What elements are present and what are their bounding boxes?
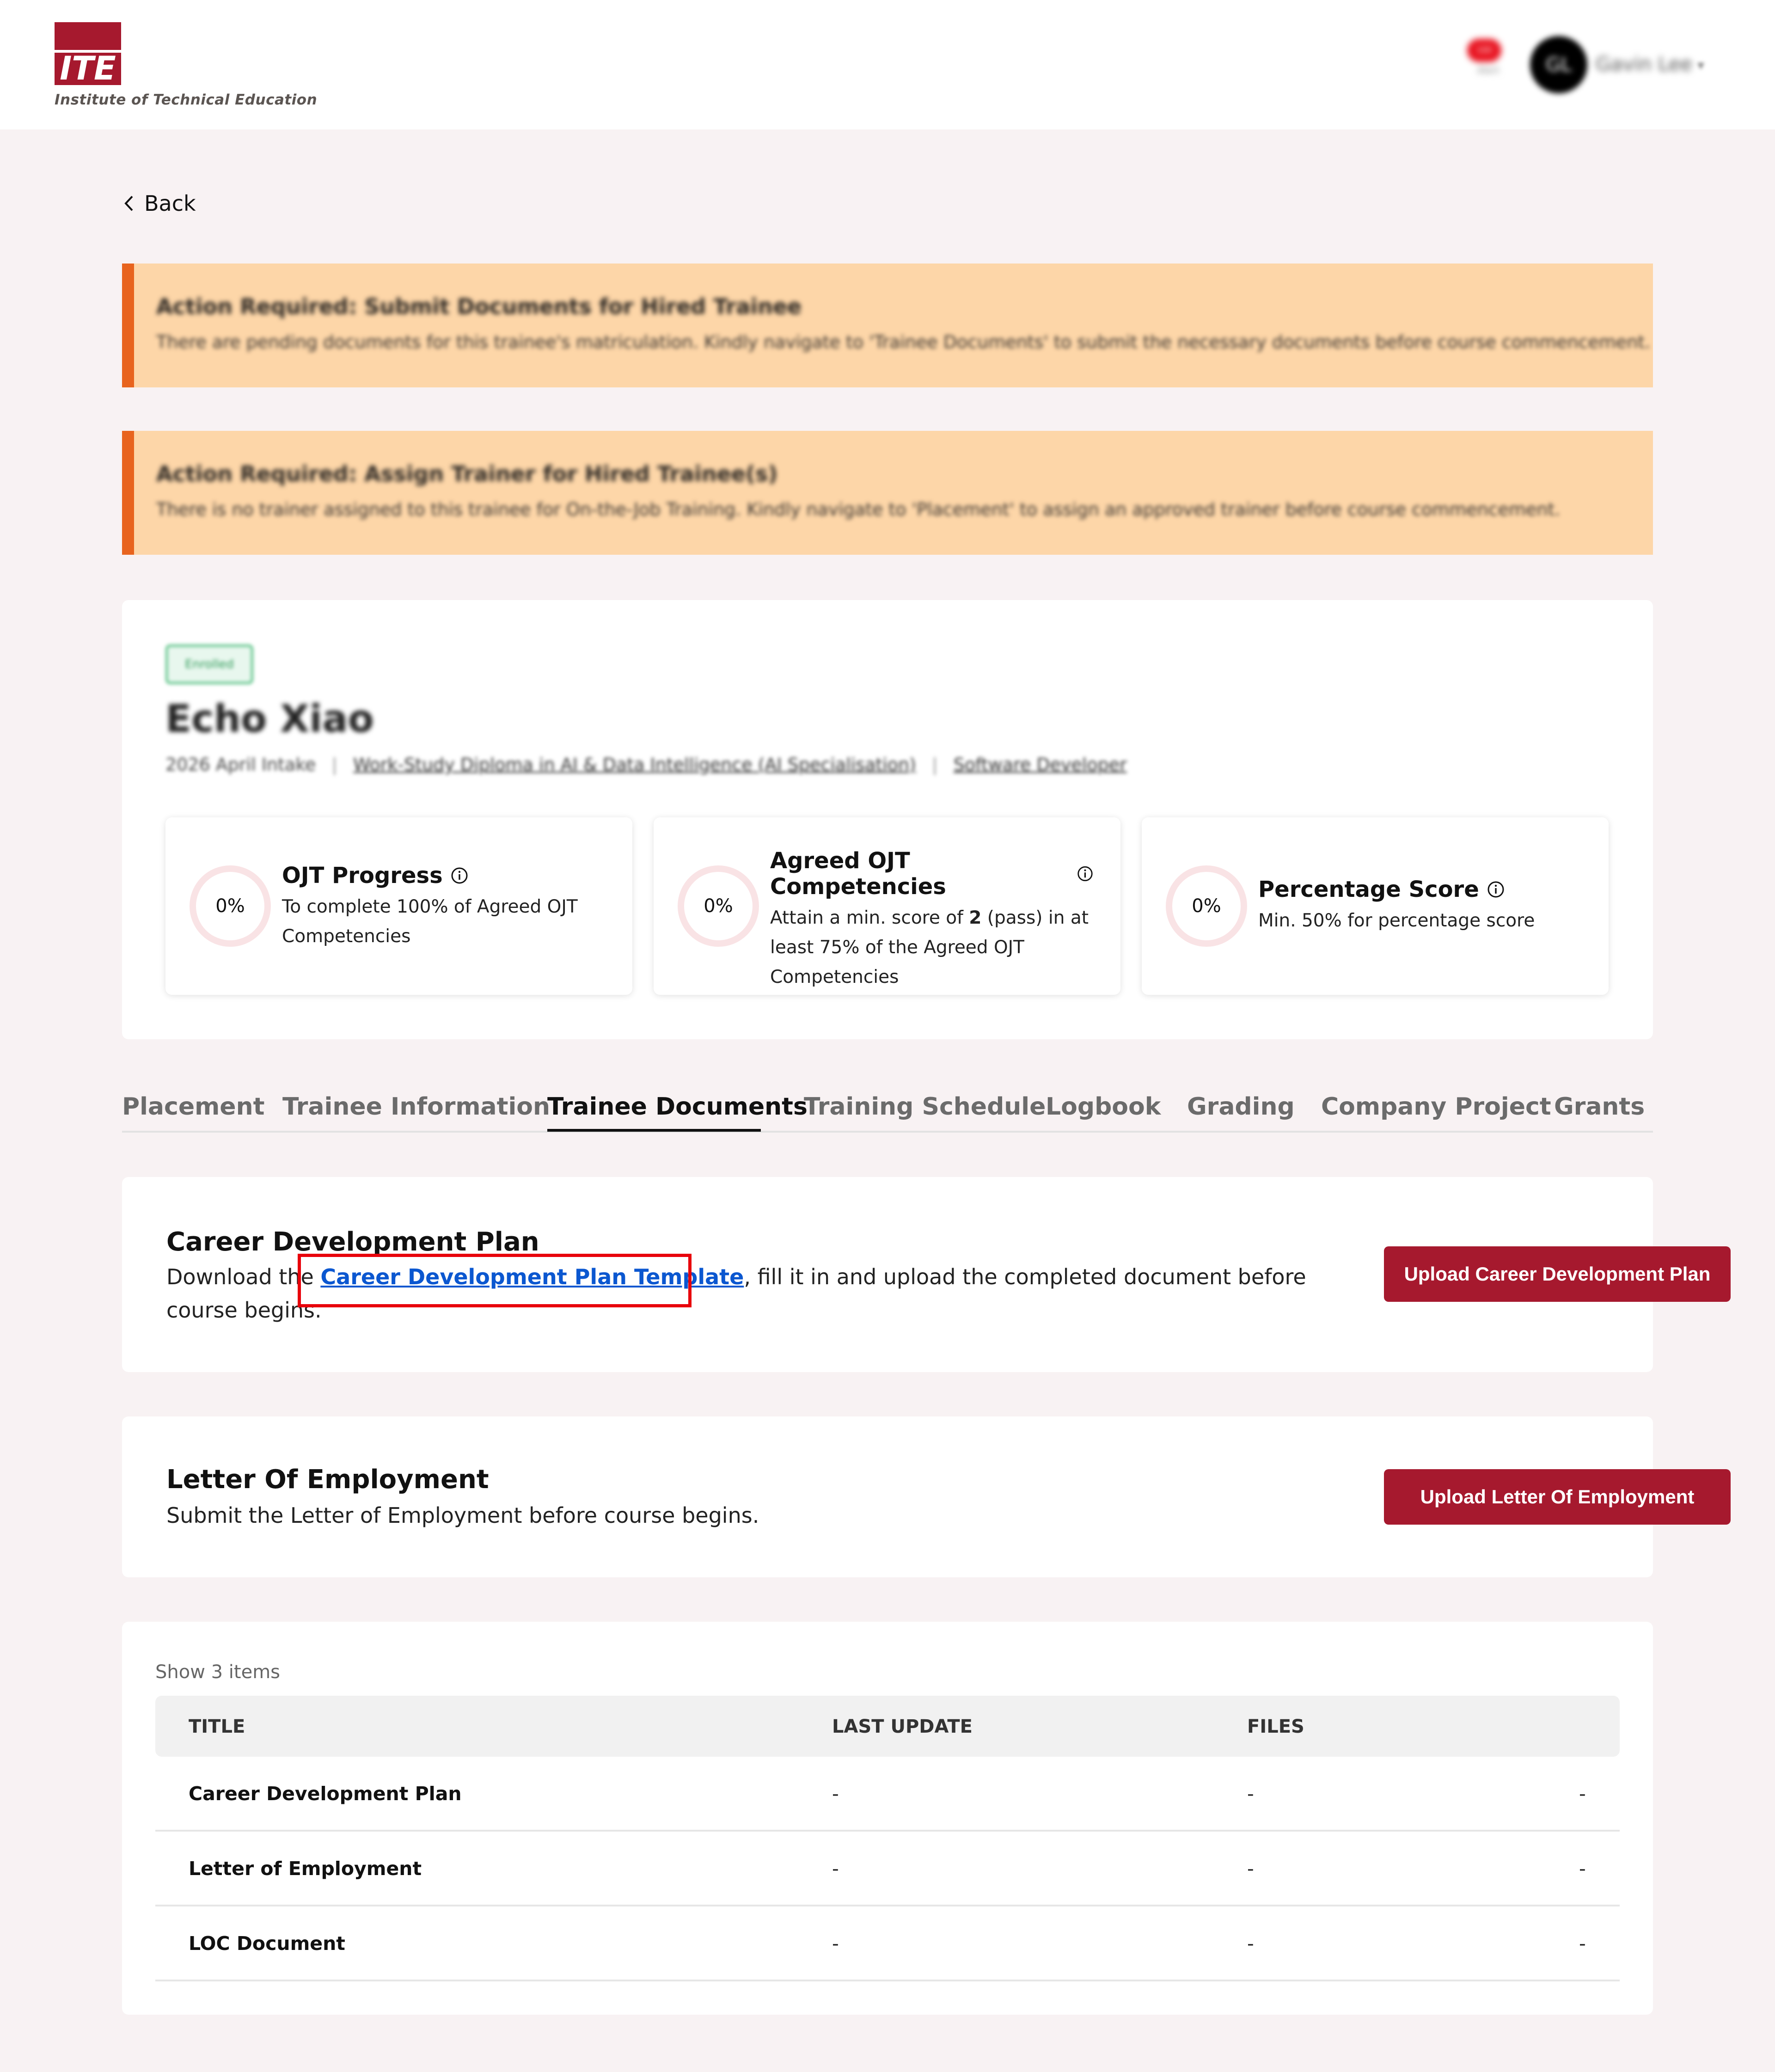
table-row xyxy=(155,1757,1620,1832)
back-link[interactable] xyxy=(124,190,196,216)
info-icon[interactable] xyxy=(1077,864,1094,883)
career-plan-text xyxy=(166,1260,1331,1327)
column-header-files[interactable]: FILES xyxy=(1247,1716,1304,1737)
desc-score: 2 xyxy=(969,907,982,928)
show-items-label: Show 3 items xyxy=(155,1661,281,1683)
tab-trainee-documents[interactable]: Trainee Documents xyxy=(547,1093,808,1121)
trainee-name: Echo Xiao xyxy=(165,697,374,741)
stat-title-text: Percentage Score xyxy=(1258,877,1479,902)
row-action: - xyxy=(1579,1857,1586,1880)
row-files: - xyxy=(1247,1783,1254,1805)
alert-title: Action Required: Submit Documents for Hired Trainee xyxy=(156,294,802,319)
row-files: - xyxy=(1247,1932,1254,1955)
chevron-down-icon[interactable]: ▾ xyxy=(1697,57,1705,74)
tab-bar xyxy=(122,1088,1653,1133)
status-badge: Enrolled xyxy=(165,644,253,684)
career-plan-template-link[interactable]: Career Development Plan Template xyxy=(320,1264,744,1289)
alert-submit-documents xyxy=(122,264,1653,387)
progress-ring: 0% xyxy=(1166,865,1247,947)
progress-ring: 0% xyxy=(190,865,271,947)
desc-text: Attain a min. score of xyxy=(770,907,969,928)
upload-career-plan-button[interactable]: Upload Career Development Plan xyxy=(1384,1246,1731,1302)
tab-grants[interactable]: Grants xyxy=(1554,1093,1645,1121)
info-icon[interactable] xyxy=(450,866,469,885)
row-title: Career Development Plan xyxy=(189,1783,462,1805)
tab-grading[interactable]: Grading xyxy=(1187,1093,1295,1121)
row-last-update: - xyxy=(832,1857,839,1880)
intake-label: 2026 April Intake xyxy=(165,754,316,775)
info-icon[interactable] xyxy=(1487,880,1505,899)
top-header xyxy=(0,0,1775,129)
user-name[interactable]: Gavin Lee xyxy=(1596,53,1693,75)
upload-employment-letter-button[interactable]: Upload Letter Of Employment xyxy=(1384,1469,1731,1525)
column-header-title[interactable]: TITLE xyxy=(189,1716,245,1737)
tab-trainee-information[interactable]: Trainee Information xyxy=(282,1093,551,1121)
notification-count: 100 xyxy=(1467,39,1501,62)
career-plan-title: Career Development Plan xyxy=(166,1227,539,1257)
svg-text:ITE: ITE xyxy=(60,49,116,85)
row-action: - xyxy=(1579,1783,1586,1805)
back-label: Back xyxy=(144,191,196,216)
stat-card-percentage-score xyxy=(1142,817,1609,995)
row-files: - xyxy=(1247,1857,1254,1880)
row-title: Letter of Employment xyxy=(189,1857,422,1880)
stat-description xyxy=(770,903,1094,992)
stat-description: Min. 50% for percentage score xyxy=(1258,910,1535,931)
employment-letter-text: Submit the Letter of Employment before course begins. xyxy=(166,1503,759,1528)
alert-assign-trainer xyxy=(122,431,1653,555)
alert-text: There is no trainer assigned to this trainee for On-the-Job Training. Kindly navigate to 'Placement' to assign an approved trainer before course commencement. xyxy=(156,499,1561,520)
employment-letter-title: Letter Of Employment xyxy=(166,1465,489,1495)
stat-title xyxy=(282,863,606,889)
chevron-left-icon xyxy=(124,195,134,212)
career-plan-text-pre: Download the xyxy=(166,1264,321,1289)
notification-label: Alert xyxy=(1477,65,1500,76)
stat-description: To complete 100% of Agreed OJT Competencies xyxy=(282,896,578,947)
table-row xyxy=(155,1906,1620,1981)
tab-company-project[interactable]: Company Project xyxy=(1321,1093,1551,1121)
employment-letter-card xyxy=(122,1416,1695,1577)
active-tab-indicator xyxy=(547,1129,761,1132)
stat-card-ojt-progress xyxy=(165,817,632,995)
tab-training-schedule[interactable]: Training Schedule xyxy=(804,1093,1046,1121)
avatar[interactable]: GL xyxy=(1530,36,1587,93)
ite-logo-mark xyxy=(55,22,121,85)
tab-logbook[interactable]: Logbook xyxy=(1046,1093,1161,1121)
career-plan-card xyxy=(122,1177,1711,1372)
meta-divider: | xyxy=(931,754,938,775)
trainee-summary-card xyxy=(122,600,1653,1039)
table-header xyxy=(155,1696,1620,1757)
alert-title: Action Required: Assign Trainer for Hired Trainee(s) xyxy=(156,461,778,486)
progress-ring: 0% xyxy=(678,865,759,947)
documents-table-card xyxy=(122,1622,1653,2015)
ite-logo[interactable] xyxy=(55,22,121,85)
table-row xyxy=(155,1832,1620,1906)
stat-title-text: Agreed OJT Competencies xyxy=(770,848,946,900)
stat-title-text: OJT Progress xyxy=(282,863,443,889)
column-header-last-update[interactable]: LAST UPDATE xyxy=(832,1716,973,1737)
stat-title xyxy=(1258,877,1582,902)
role-link[interactable]: Software Developer xyxy=(953,754,1127,775)
stat-card-agreed-competencies xyxy=(654,817,1120,995)
row-action: - xyxy=(1579,1932,1586,1955)
career-plan-text-post: , fill it in and upload the completed document before course begins. xyxy=(166,1264,1306,1323)
course-link[interactable]: Work-Study Diploma in AI & Data Intelligence (AI Specialisation) xyxy=(353,754,916,775)
meta-divider: | xyxy=(331,754,338,775)
trainee-meta xyxy=(165,754,1127,775)
tab-placement[interactable]: Placement xyxy=(122,1093,265,1121)
row-last-update: - xyxy=(832,1783,839,1805)
notification-bell[interactable] xyxy=(1464,39,1504,76)
desc-text: (pass) in at least 75% of the Agreed OJT Competencies xyxy=(770,907,1089,987)
row-title: LOC Document xyxy=(189,1932,345,1955)
logo-subtitle: Institute of Technical Education xyxy=(55,92,318,108)
alert-text: There are pending documents for this trainee's matriculation. Kindly navigate to 'Trainee Documents' to submit the necessary documents before course commencement. xyxy=(156,332,1651,352)
row-last-update: - xyxy=(832,1932,839,1955)
stat-title xyxy=(770,848,1094,900)
